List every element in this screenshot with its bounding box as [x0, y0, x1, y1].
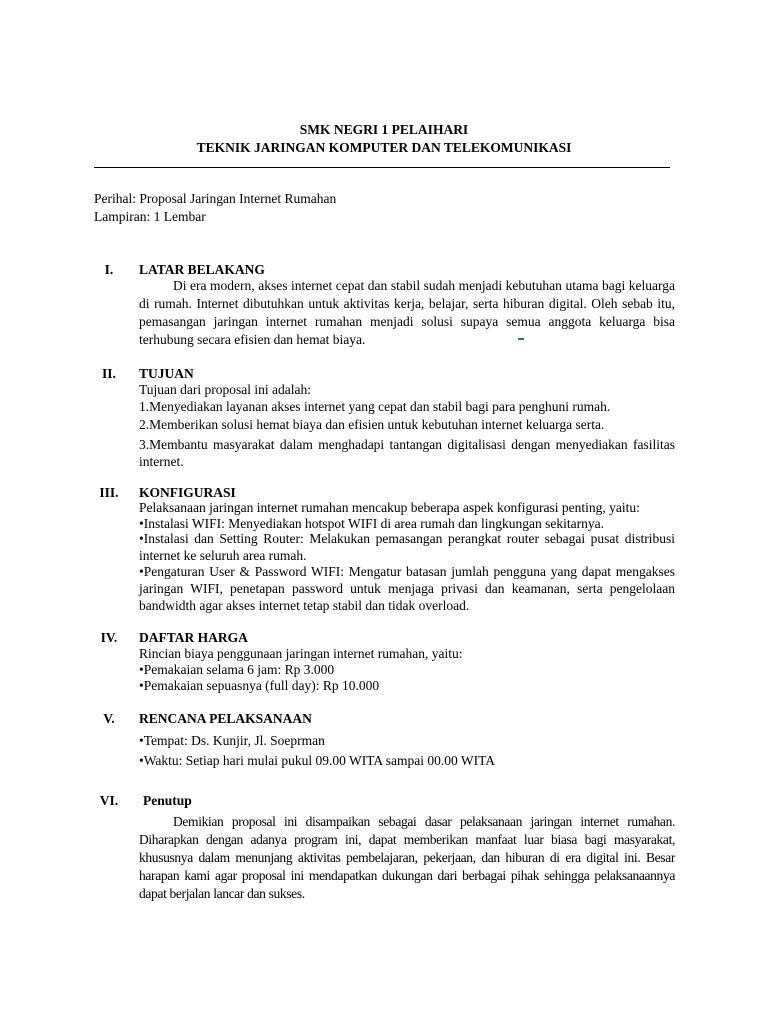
school-name: SMK NEGRI 1 PELAIHARI [299, 122, 469, 137]
department-name: TEKNIK JARINGAN KOMPUTER DAN TELEKOMUNIKASI [196, 140, 572, 155]
section-number-2: II. [102, 366, 116, 381]
section-number-6: VI. [99, 793, 119, 808]
konfigurasi-item-2: •Instalasi dan Setting Router: Melakukan pemasangan perangkat router sebagai pusat distribusi internet ke seluruh area rumah. [139, 531, 675, 563]
green-mark [518, 338, 524, 340]
section-title-tujuan: TUJUAN [139, 366, 194, 381]
section-number-3: III. [99, 485, 119, 500]
section-title-penutup: Penutup [143, 793, 192, 808]
konfigurasi-item-3: •Pengaturan User & Password WIFI: Mengatur batasan jumlah pengguna yang dapat mengakses jaringan WIFI, penetapan password untuk menjaga privasi dan keamanan, serta pengelolaan bandwidth agar akses internet tetap stabil dan tidak overload. [139, 564, 675, 613]
rencana-item-tempat: •Tempat: Ds. Kunjir, Jl. Soeprman [139, 733, 325, 748]
section-title-konfigurasi: KONFIGURASI [139, 485, 236, 500]
header-divider [94, 167, 670, 168]
tujuan-item-1: 1.Menyediakan layanan akses internet yang cepat dan stabil bagi para penghuni rumah. [139, 399, 611, 414]
tujuan-intro: Tujuan dari proposal ini adalah: [139, 382, 311, 397]
latar-belakang-paragraph: Di era modern, akses internet cepat dan stabil sudah menjadi kebutuhan utama bagi keluarga di rumah. Internet dibutuhkan untuk aktivitas kerja, belajar, serta hiburan digital. Oleh sebab itu, pemasangan jaringan internet rumahan menjadi solusi supaya semua anggota keluarga bisa terhubung secara efisien dan hemat biaya. [139, 278, 675, 347]
lampiran-line: Lampiran: 1 Lembar [94, 209, 206, 224]
section-title-rencana-pelaksanaan: RENCANA PELAKSANAAN [139, 711, 312, 726]
section-title-daftar-harga: DAFTAR HARGA [139, 630, 248, 645]
section-number-5: V. [103, 711, 115, 726]
section-number-1: I. [104, 262, 114, 277]
konfigurasi-item-1: •Instalasi WIFI: Menyediakan hotspot WIFI di area rumah dan lingkungan sekitarnya. [139, 516, 604, 531]
section-number-4: IV. [100, 630, 118, 645]
daftar-harga-item-1: •Pemakaian selama 6 jam: Rp 3.000 [139, 662, 335, 677]
penutup-paragraph: Demikian proposal ini disampaikan sebagai dasar pelaksanaan jaringan internet rumahan. Diharapkan dengan adanya program ini, dapat memberikan manfaat luar biasa bagi masyarakat, khususnya dalam menunjang aktivitas pembelajaran, pekerjaan, dan hiburan di era digital ini. Besar harapan kami agar proposal ini mendapatkan dukungan dari berbagai pihak sehingga pelaksanaannya dapat berjalan lancar dan sukses. [139, 814, 675, 901]
perihal-line: Perihal: Proposal Jaringan Internet Rumahan [94, 191, 337, 206]
konfigurasi-intro: Pelaksanaan jaringan internet rumahan mencakup beberapa aspek konfigurasi penting, yaitu: [139, 500, 640, 515]
tujuan-item-3: 3.Membantu masyarakat dalam menghadapi tantangan digitalisasi dengan menyediakan fasilitas internet. [139, 437, 675, 469]
section-title-latar-belakang: LATAR BELAKANG [139, 262, 265, 277]
tujuan-item-2: 2.Memberikan solusi hemat biaya dan efisien untuk kebutuhan internet keluarga serta. [139, 417, 605, 432]
daftar-harga-item-2: •Pemakaian sepuasnya (full day): Rp 10.000 [139, 678, 380, 693]
rencana-item-waktu: •Waktu: Setiap hari mulai pukul 09.00 WITA sampai 00.00 WITA [139, 753, 496, 768]
daftar-harga-intro: Rincian biaya penggunaan jaringan internet rumahan, yaitu: [139, 646, 463, 661]
